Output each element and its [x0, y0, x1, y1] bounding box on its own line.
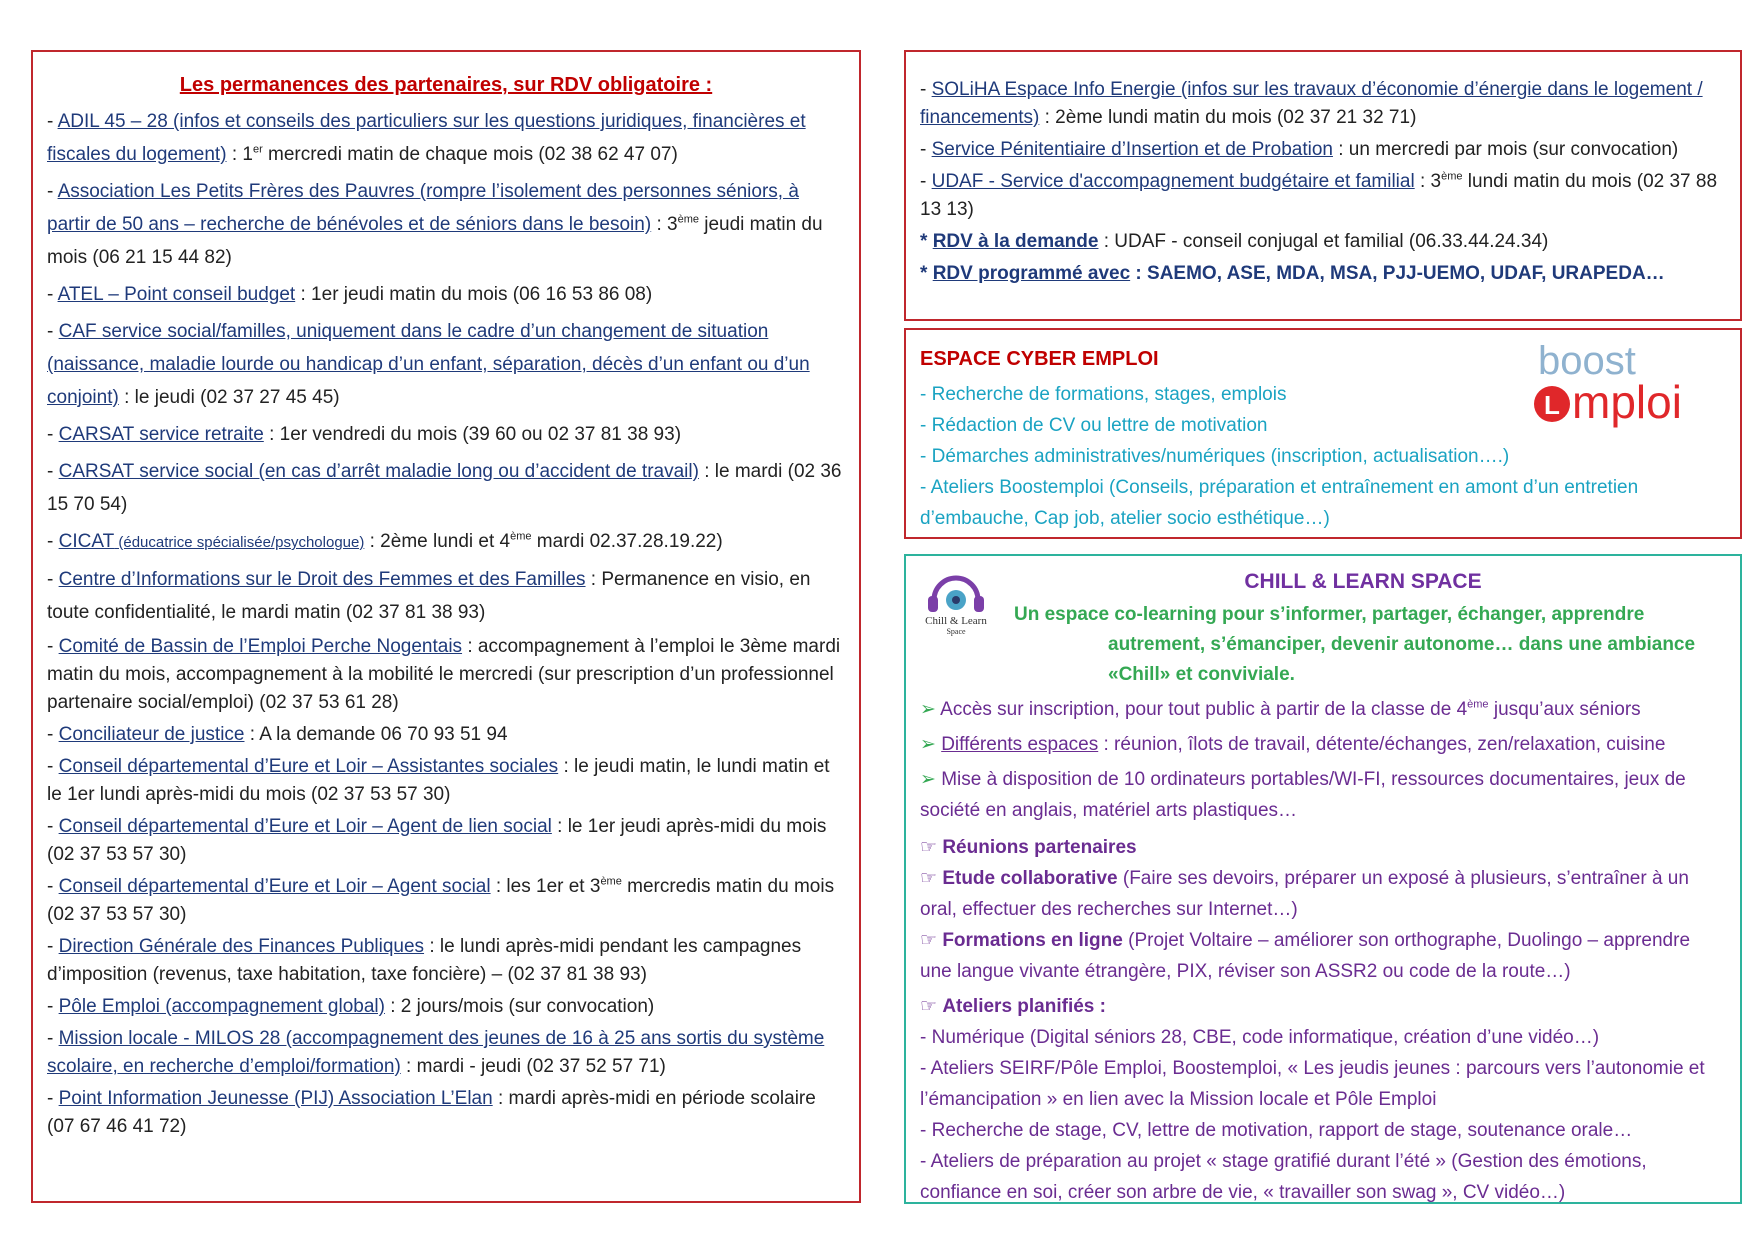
cyber-item: - Démarches administratives/numériques (inscription, actualisation….) [920, 446, 1510, 467]
partner-entry-link[interactable]: CICAT [58, 531, 115, 552]
partner-entry: - Mission locale - MILOS 28 (accompagnement des jeunes de 16 à 25 ans sortis du système scolaire, en recherche d’emploi/formation) : mardi - jeudi (02 37 52 57 71) [47, 1028, 825, 1077]
partner-entry-link[interactable]: CAF service social/familles, uniquement dans le cadre d’un changement de situation (naissance, maladie lourde ou handicap d’un enfant, séparation, décès d’un enfant ou d’un conjoint) [47, 321, 810, 408]
atelier-item: - Numérique (Digital séniors 28, CBE, code informatique, création d’une vidéo…) [920, 1027, 1600, 1048]
partner2-entry-text: lundi matin du mois (02 37 88 13 13) [920, 171, 1718, 220]
partners-title: Les permanences des partenaires, sur RDV obligatoire : [179, 74, 713, 96]
partner-entry-text: : le mardi (02 36 15 70 54) [47, 461, 842, 515]
partner2-entry: - UDAF - Service d'accompagnement budgétaire et familial : 3ème lundi matin du mois (02 37 88 13 13) [920, 170, 1718, 220]
partner-entry-link[interactable]: Conseil départemental d’Eure et Loir – Assistantes sociales [58, 756, 559, 777]
partner-entry-link[interactable]: Comité de Bassin de l’Emploi Perche Nogentais [58, 636, 463, 657]
partner-entry-text: mercredi matin de chaque mois (02 38 62 47 07) [262, 144, 678, 165]
chill-learn-panel [904, 554, 1742, 1204]
partner2-entry-text: : 3 [1414, 171, 1442, 192]
partner2-entry-sup: ème [1441, 170, 1463, 183]
partner-entry-link[interactable]: Conciliateur de justice [58, 724, 245, 745]
chill-intro: Un espace co-learning pour s’informer, partager, échanger, apprendre autrement, s’émanciper, devenir autonome… dans une ambiance «Chill» et conviviale. [1014, 604, 1696, 685]
partner-entry-link[interactable]: Conseil départemental d’Eure et Loir – Agent social [58, 876, 491, 897]
partner-entry-text: : Permanence en visio, en toute confidentialité, le mardi matin (02 37 81 38 93) [47, 569, 811, 623]
partner2-entry: - SOLiHA Espace Info Energie (infos sur les travaux d’économie d’énergie dans le logement / financements) : 2ème lundi matin du mois (02 37 21 32 71) [920, 79, 1703, 128]
partner-entry: - CICAT (éducatrice spécialisée/psychologue) : 2ème lundi et 4ème mardi 02.37.28.19.22) [47, 530, 723, 552]
rdv-programme-label: RDV programmé avec [932, 263, 1131, 284]
ateliers-list [920, 1022, 1726, 1208]
svg-text:boost: boost [1538, 339, 1636, 383]
partner-entry: - CAF service social/familles, uniquement dans le cadre d’un changement de situation (naissance, maladie lourde ou handicap d’un enfant, séparation, décès d’un enfant ou d’un conjoint) : le jeudi (02 37 27 45 45) [47, 321, 810, 408]
partner-entry-sup: er [252, 143, 263, 156]
partner-entry-text: : 1 [226, 144, 253, 165]
cyber-emploi-panel [904, 328, 1742, 539]
partners-panel-continued [904, 50, 1742, 321]
partner-entry-text: mercredis matin du mois (02 37 53 57 30) [47, 876, 835, 925]
partner2-entry-link[interactable]: UDAF - Service d'accompagnement budgétaire et familial [931, 171, 1415, 192]
partners-list [47, 105, 845, 1141]
partner-entry-note: (éducatrice spécialisée/psychologue) [114, 534, 365, 551]
partner-entry-text: : 1er vendredi du mois (39 60 ou 02 37 81 38 93) [263, 424, 682, 445]
partner-entry-link[interactable]: Pôle Emploi (accompagnement global) [58, 996, 385, 1017]
partner-entry-text: : 1er jeudi matin du mois (06 16 53 86 08) [295, 284, 653, 305]
chill-ateliers: ☞ Ateliers planifiés : [920, 996, 1106, 1017]
rdv-demande: * RDV à la demande : UDAF - conseil conjugal et familial (06.33.44.24.34) [920, 231, 1549, 252]
arrow-icon: ➢ [920, 699, 941, 720]
cyber-title: ESPACE CYBER EMPLOI [920, 348, 1159, 370]
arrow-icon: ➢ [920, 734, 942, 755]
chill-access: ➢ Accès sur inscription, pour tout public à partir de la classe de 4ème jusqu’aux séniors [920, 698, 1641, 720]
partners-panel [31, 50, 861, 1203]
partner-entry-text: : les 1er et 3 [490, 876, 601, 897]
partner-entry-link[interactable]: Point Information Jeunesse (PIJ) Association L’Elan [58, 1088, 493, 1109]
partner-entry-text: : A la demande 06 70 93 51 94 [244, 724, 508, 745]
partner-entry-text: : 2ème lundi et 4 [364, 531, 511, 552]
partner-entry-text: : le lundi après-midi pendant les campagnes d’imposition (revenus, taxe habitation, taxe foncière) – (02 37 81 38 93) [47, 936, 802, 985]
partner-entry: - Centre d’Informations sur le Droit des Femmes et des Familles : Permanence en visio, en toute confidentialité, le mardi matin (02 37 81 38 93) [47, 569, 811, 623]
chill-title: CHILL & LEARN SPACE [1244, 570, 1482, 593]
chill-equipment: ➢ Mise à disposition de 10 ordinateurs portables/WI-FI, ressources documentaires, jeux de société en anglais, matériel arts plastiques… [920, 769, 1686, 821]
rdv-demande-label: RDV à la demande [932, 231, 1099, 252]
partners-list-continued [920, 76, 1726, 224]
partner-entry-text: : accompagnement à l’emploi le 3ème mardi matin du mois, accompagnement à la mobilité le mercredi (sur prescription d’un professionnel partenaire social/emploi) (02 37 53 61 28) [47, 636, 841, 713]
chill-spaces: ➢ Différents espaces : réunion, îlots de travail, détente/échanges, zen/relaxation, cuisine [920, 734, 1666, 755]
pointing-hand-icon: ☞ [920, 996, 943, 1017]
svg-text:Space: Space [946, 627, 966, 636]
partner-entry-text: : le jeudi matin, le lundi matin et le 1er lundi après-midi du mois (02 37 53 57 30) [47, 756, 830, 805]
partner-entry-link[interactable]: Centre d’Informations sur le Droit des Femmes et des Familles [58, 569, 586, 590]
partner-entry-link[interactable]: Direction Générale des Finances Publiques [58, 936, 425, 957]
partner-entry-text: jeudi matin du mois (06 21 15 44 82) [47, 214, 823, 268]
partner-entry-sup: ème [677, 213, 699, 226]
arrow-icon: ➢ [920, 769, 942, 790]
partner-entry: - Conciliateur de justice : A la demande 06 70 93 51 94 [47, 724, 508, 745]
partner-entry-link[interactable]: CARSAT service social (en cas d’arrêt maladie long ou d’accident de travail) [58, 461, 699, 482]
partner-entry: - CARSAT service social (en cas d’arrêt maladie long ou d’accident de travail) : le mardi (02 36 15 70 54) [47, 461, 842, 515]
partner-entry-link[interactable]: ADIL 45 – 28 (infos et conseils des particuliers sur les questions juridiques, financières et fiscales du logement) [47, 111, 806, 165]
partner-entry: - Conseil départemental d’Eure et Loir – Agent de lien social : le 1er jeudi après-midi du mois (02 37 53 57 30) [47, 816, 827, 865]
partner-entry: - Association Les Petits Frères des Pauvres (rompre l’isolement des personnes séniors, à partir de 50 ans – recherche de bénévoles et de séniors dans le besoin) : 3ème jeudi matin du mois (06 21 15 44 82) [47, 181, 823, 268]
cyber-item: - Recherche de formations, stages, emplois [920, 384, 1287, 405]
pointing-hand-icon: ☞ [920, 930, 943, 951]
boostemploi-logo [1528, 336, 1718, 428]
partner-entry-text: mardi 02.37.28.19.22) [531, 531, 723, 552]
partner-entry: - Point Information Jeunesse (PIJ) Association L’Elan : mardi après-midi en période scolaire (07 67 46 41 72) [47, 1088, 816, 1137]
partner2-entry-text: : 2ème lundi matin du mois (02 37 21 32 71) [1039, 107, 1417, 128]
partner-entry-text: : le jeudi (02 37 27 45 45) [118, 387, 340, 408]
atelier-item: - Ateliers SEIRF/Pôle Emploi, Boostemploi, « Les jeudis jeunes : parcours vers l’autonomie et l’émancipation » en lien avec la Mission locale et Pôle Emploi [920, 1058, 1705, 1110]
partner-entry: - ADIL 45 – 28 (infos et conseils des particuliers sur les questions juridiques, financières et fiscales du logement) : 1er mercredi matin de chaque mois (02 38 62 47 07) [47, 111, 806, 165]
partner-entry-link[interactable]: ATEL – Point conseil budget [57, 284, 296, 305]
cyber-item: - Rédaction de CV ou lettre de motivation [920, 415, 1268, 436]
partner-entry: - CARSAT service retraite : 1er vendredi du mois (39 60 ou 02 37 81 38 93) [47, 424, 682, 445]
atelier-item: - Ateliers de préparation au projet « stage gratifié durant l’été » (Gestion des émotions, confiance en soi, créer son arbre de vie, « travailler son swag », CV vidéo…) [920, 1151, 1647, 1203]
partner-entry: - Conseil départemental d’Eure et Loir – Agent social : les 1er et 3ème mercredis matin du mois (02 37 53 57 30) [47, 875, 835, 925]
pointing-hand-icon: ☞ [920, 868, 943, 889]
partner-entry-text: : 3 [651, 214, 678, 235]
partner-entry: - Conseil départemental d’Eure et Loir – Assistantes sociales : le jeudi matin, le lundi matin et le 1er lundi après-midi du mois (02 37 53 57 30) [47, 756, 830, 805]
partner-entry-link[interactable]: Mission locale - MILOS 28 (accompagnement des jeunes de 16 à 25 ans sortis du système scolaire, en recherche d’emploi/formation) [47, 1028, 825, 1077]
svg-text:L: L [1544, 390, 1560, 420]
atelier-item: - Recherche de stage, CV, lettre de motivation, rapport de stage, soutenance orale… [920, 1120, 1633, 1141]
partner-entry: - Comité de Bassin de l’Emploi Perche Nogentais : accompagnement à l’emploi le 3ème mardi matin du mois, accompagnement à la mobilité le mercredi (sur prescription d’un professionnel partenaire social/emploi) (02 37 53 61 28) [47, 636, 841, 713]
partner-entry-text: : mardi - jeudi (02 37 52 57 71) [400, 1056, 666, 1077]
chill-formations: ☞ Formations en ligne (Projet Voltaire – améliorer son orthographe, Duolingo – apprendre une langue vivante étrangère, PIX, réviser son ASSR2 ou code de la route…) [920, 930, 1691, 982]
partner-entry-text: : le 1er jeudi après-midi du mois (02 37 53 57 30) [47, 816, 827, 865]
partner2-entry-link[interactable]: SOLiHA Espace Info Energie (infos sur les travaux d’économie d’énergie dans le logement / financements) [920, 79, 1703, 128]
svg-text:mploi: mploi [1572, 376, 1682, 428]
rdv-programme: * RDV programmé avec : SAEMO, ASE, MDA, MSA, PJJ-UEMO, UDAF, URAPEDA… [920, 263, 1665, 284]
svg-text:Chill & Learn: Chill & Learn [925, 615, 987, 627]
cyber-item: - Ateliers Boostemploi (Conseils, préparation et entraînement en amont d’un entretien d’embauche, Cap job, atelier socio esthétique…) [920, 477, 1639, 529]
partner-entry-link[interactable]: Association Les Petits Frères des Pauvres (rompre l’isolement des personnes séniors, à partir de 50 ans – recherche de bénévoles et de séniors dans le besoin) [47, 181, 799, 235]
partner-entry-link[interactable]: CARSAT service retraite [58, 424, 264, 445]
partner-entry-text: : 2 jours/mois (sur convocation) [384, 996, 655, 1017]
partner2-entry-link[interactable]: Service Pénitentiaire d’Insertion et de Probation [931, 139, 1333, 160]
partner2-entry: - Service Pénitentiaire d’Insertion et de Probation : un mercredi par mois (sur convocation) [920, 139, 1679, 160]
partner-entry-link[interactable]: Conseil départemental d’Eure et Loir – Agent de lien social [58, 816, 552, 837]
partner-entry-sup: ème [510, 530, 532, 543]
partner-entry-text: : mardi après-midi en période scolaire (07 67 46 41 72) [47, 1088, 816, 1137]
partner-entry-sup: ème [600, 875, 622, 888]
partner-entry: - ATEL – Point conseil budget : 1er jeudi matin du mois (06 16 53 86 08) [47, 284, 653, 305]
chill-etude: ☞ Etude collaborative (Faire ses devoirs, préparer un exposé à plusieurs, s’entraîner à un oral, effectuer des recherches sur Internet…) [920, 868, 1689, 920]
chill-learn-logo [916, 564, 996, 636]
partner-entry: - Pôle Emploi (accompagnement global) : 2 jours/mois (sur convocation) [47, 996, 655, 1017]
chill-reunions: ☞ Réunions partenaires [920, 837, 1137, 858]
partner-entry: - Direction Générale des Finances Publiques : le lundi après-midi pendant les campagnes d’imposition (revenus, taxe habitation, taxe foncière) – (02 37 81 38 93) [47, 936, 802, 985]
pointing-hand-icon: ☞ [920, 837, 943, 858]
partner2-entry-text: : un mercredi par mois (sur convocation) [1332, 139, 1679, 160]
